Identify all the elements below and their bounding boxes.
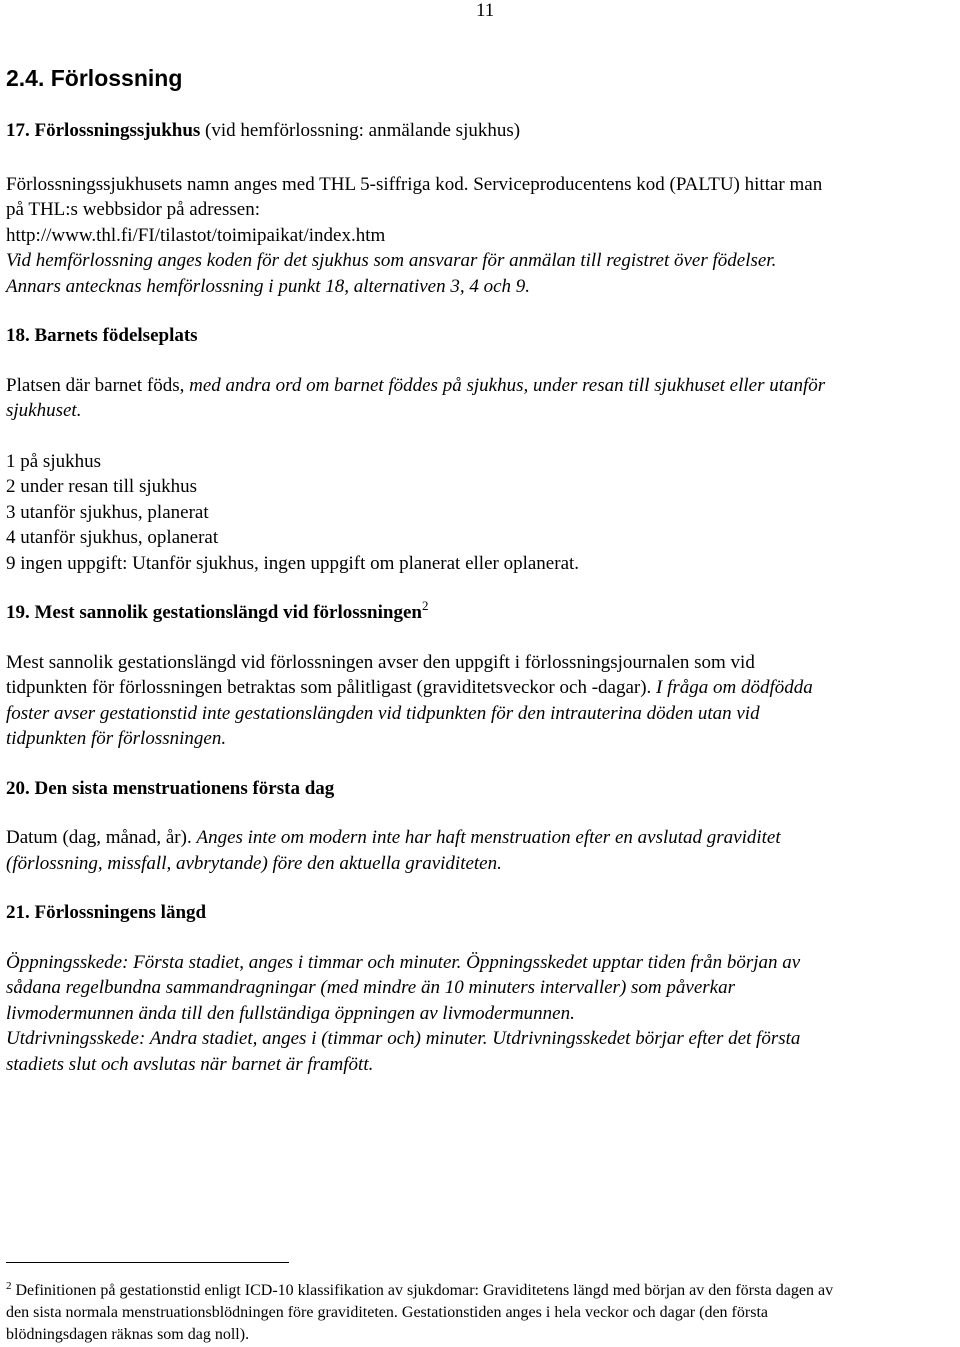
s19-footnote-ref: 2 [421,598,429,613]
s21-line: livmodermunnen ända till den fullständiga öppningen av livmodermunnen. [6,1002,575,1024]
s18-option: 4 utanför sjukhus, oplanerat [6,527,219,548]
s17-title: 17. Förlossningssjukhus [6,120,201,141]
s20-line1 [6,825,956,851]
s21-title: 21. Förlossningens längd [6,902,207,923]
footnote [6,1280,956,1346]
s18-title: 18. Barnets födelseplats [6,325,198,346]
s19-line3: foster avser gestationstid inte gestationslängden vid tidpunkten för den intrauterina döden utan vid [6,702,760,724]
s21-line: sådana regelbundna sammandragningar (med mindre än 10 minuters intervaller) som påverkar [6,977,735,998]
footnote-line2: den sista normala menstruationsblödningen före graviditeten. Gestationstiden anges i hela veckor och dagar (den första [6,1304,768,1321]
s18-option: 3 utanför sjukhus, planerat [6,501,209,523]
footnote-line3: blödningsdagen räknas som dag noll). [6,1326,250,1343]
s18-text [6,373,956,399]
s18-option: 1 på sjukhus [6,450,101,472]
s21-line: Utdrivningsskede: Andra stadiet, anges i (timmar och) minuter. Utdrivningsskedet börjar efter det första [6,1028,801,1049]
s17-line2: på THL:s webbsidor på adressen: [6,199,260,220]
s19-line4: tidpunkten för förlossningen. [6,728,227,749]
s18-text-normal: Platsen där barnet föds, [6,374,190,396]
s17-heading [6,118,956,144]
s17-url: http://www.thl.fi/FI/tilastot/toimipaikat/index.htm [6,224,386,246]
s18-options [6,449,956,577]
s20-line2: (förlossning, missfall, avbrytande) före den aktuella graviditeten. [6,852,502,874]
document-body [6,64,956,1077]
section-title: 2.4. Förlossning [6,65,183,91]
footnote-separator [6,1262,289,1263]
s18-option: 2 under resan till sjukhus [6,476,198,497]
s20-title: 20. Den sista menstruationens första dag [6,777,335,799]
footnote-line1-text: Definitionen på gestationstid enligt ICD-10 klassifikation av sjukdomar: Graviditetens längd med början av den första dagen av [11,1282,834,1299]
s17-italic1: Vid hemförlossning anges koden för det sjukhus som ansvarar för anmälan till registret över födelser. [6,250,777,271]
footnote-marker: 2 [6,1280,12,1292]
s18-text-italic: med andra ord om barnet föddes på sjukhus, under resan till sjukhuset eller utanför [189,374,826,396]
s21-line: stadiets slut och avslutas när barnet är framfött. [6,1053,374,1075]
s17-line1: Förlossningssjukhusets namn anges med THL 5-siffriga kod. Serviceproducentens kod (PALTU) hittar man [6,173,823,195]
page-number: 11 [476,0,495,21]
s17-subtitle: (vid hemförlossning: anmälande sjukhus) [200,120,521,141]
s17-italic2: Annars antecknas hemförlossning i punkt 18, alternativen 3, 4 och 9. [6,275,531,297]
s18-option: 9 ingen uppgift: Utanför sjukhus, ingen uppgift om planerat eller oplanerat. [6,552,580,574]
s19-title: 19. Mest sannolik gestationslängd vid förlossningen [6,602,422,623]
s18-text-italic2: sjukhuset. [6,400,82,421]
s21-text [6,950,956,1078]
s20-line1-normal: Datum (dag, månad, år). [6,827,197,848]
s21-line: Öppningsskede: Första stadiet, anges i timmar och minuter. Öppningsskedet upptar tiden från början av [6,951,801,973]
s19-line2 [6,675,956,701]
s19-line2-italic: I fråga om dödfödda [656,677,813,698]
footnote-line1 [6,1280,956,1302]
s19-heading [6,600,956,626]
s19-line1: Mest sannolik gestationslängd vid förlossningen avser den uppgift i förlossningsjournalen som vid [6,651,755,673]
s20-line1-italic: Anges inte om modern inte har haft menstruation efter en avslutad graviditet [196,827,781,848]
s19-line2-normal: tidpunkten för förlossningen betraktas som pålitligast (graviditetsveckor och -dagar). [6,677,657,698]
